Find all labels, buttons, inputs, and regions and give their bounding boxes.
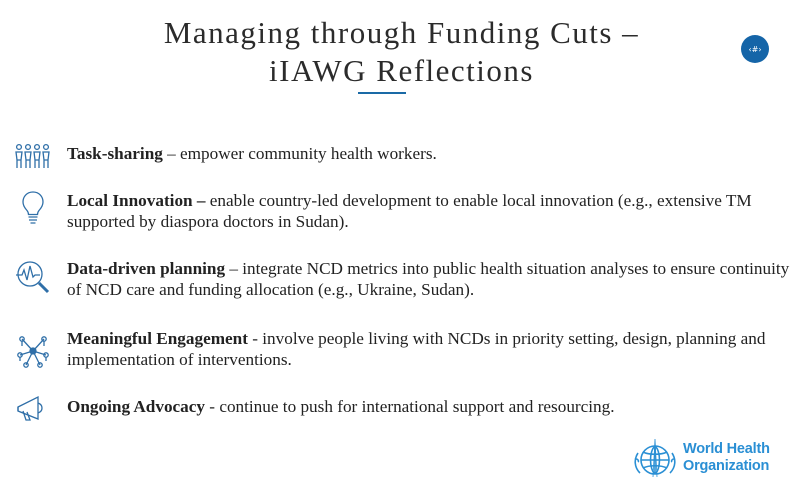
item-heading: Ongoing Advocacy	[67, 397, 205, 416]
item-text	[67, 143, 792, 164]
lightbulb-icon	[14, 190, 52, 226]
title-underline	[358, 92, 406, 94]
who-wordmark	[683, 441, 770, 475]
who-wordmark-line1: World Health	[683, 441, 770, 457]
magnifier-pulse-icon	[14, 258, 52, 294]
who-logo	[633, 439, 783, 481]
title-line-1: Managing through Funding Cuts –	[163, 15, 640, 50]
item-text	[67, 258, 792, 300]
slide-title	[0, 14, 803, 90]
item-description: - continue to push for international support and resourcing.	[205, 397, 615, 416]
item-heading: Data-driven planning	[67, 259, 226, 278]
item-text	[67, 190, 792, 232]
item-description: enable country-led development to enable local innovation (e.g., extensive TM supported by diaspora doctors in Sudan).	[67, 191, 752, 231]
item-text	[67, 396, 792, 417]
item-heading: Local Innovation –	[67, 191, 206, 210]
who-wordmark-line2: Organization	[683, 458, 770, 474]
people-network-icon	[14, 333, 52, 369]
item-heading: Meaningful Engagement	[67, 329, 248, 348]
megaphone-icon	[14, 391, 52, 427]
item-description: – empower community health workers.	[162, 144, 437, 163]
slide-number-badge: ‹#›	[741, 35, 769, 63]
item-heading: Task-sharing	[67, 144, 163, 163]
item-description: - involve people living with NCDs in priority setting, design, planning and implementation of interventions.	[67, 329, 766, 369]
people-group-icon	[14, 138, 52, 174]
item-description: – integrate NCD metrics into public health situation analyses to ensure continuity of NCD care and funding allocation (e.g., Ukraine, Sudan).	[67, 259, 790, 299]
title-line-2: iIAWG Reflections	[269, 53, 534, 88]
who-emblem-icon	[633, 439, 677, 481]
item-text	[67, 328, 792, 370]
